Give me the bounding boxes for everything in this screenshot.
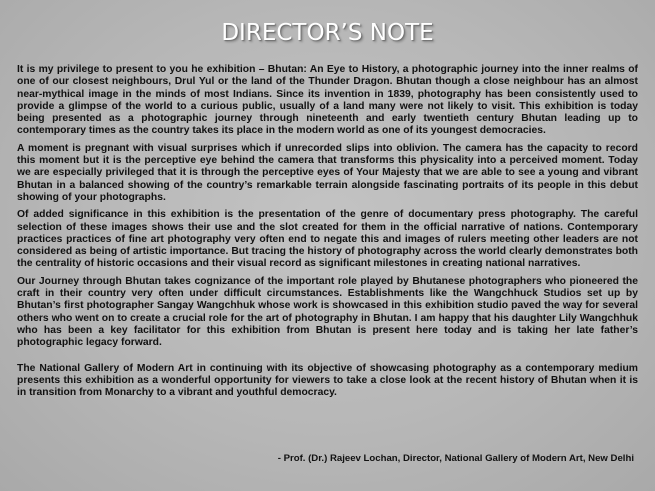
paragraph-press-photography: Of added significance in this exhibition is the presentation of the genre of documentary press photography. The careful selection of these images shows their use and the slot created for them in the official narrative of nations. Contemporary practices practices of fine art photography very often end to negate this and images of rulers meeting other leaders are not considered as being of artistic importance. But tracing the history of photography across the world clearly demonstrates both the centrality of historic occasions and their visual record as significant milestones in creating national narratives. [17, 209, 638, 270]
paragraph-intro: It is my privilege to present to you he exhibition – Bhutan: An Eye to History, a photographic journey into the inner realms of one of our closest neighbours, Drul Yul or the land of the Thunder Dragon. Bhutan though a close neighbour has an almost near-mythical image in the minds of most Indians. Since its invention in 1839, photography has been consistently used to provide a glimpse of the world to a curious public, usually of a land many were not likely to visit. This exhibition is today being presented as a photographic journey through nineteenth and early twentieth century Bhutan leading up to contemporary times as the country takes its place in the modern world as one of its youngest democracies. [17, 64, 638, 137]
paragraph-bhutanese-photographers: Our Journey through Bhutan takes cognizance of the important role played by Bhutanese photographers who pioneered the craft in their country very often under difficult circumstances. Establishments like the Wangchhuck Studios set up by Bhutan’s first photographer Sangay Wangchhuk whose work is showcased in this exhibition studio paved the way for several others who went on to create a crucial role for the art of photography in Bhutan. I am happy that his daughter Lily Wangchhuk who has been a key facilitator for this exhibition from Bhutan is present here today and is taking her late father’s photographic legacy forward. [17, 275, 638, 349]
page-title: DIRECTOR’S NOTE [221, 20, 434, 46]
signature: - Prof. (Dr.) Rajeev Lochan, Director, National Gallery of Modern Art, New Delhi [277, 453, 634, 464]
paragraph-moment: A moment is pregnant with visual surprises which if unrecorded slips into oblivion. The camera has the capacity to record this moment but it is the perceptive eye behind the camera that transforms this physicality into a perceived moment. Today we are especially privileged that it is through the perceptive eyes of Your Majesty that we are able to see a young and vibrant Bhutan in a balanced showing of the country’s remarkable terrain alongside fascinating portraits of its people in this debut showing of your photographs. [17, 142, 638, 203]
paragraph-ngma: The National Gallery of Modern Art in continuing with its objective of showcasing photography as a contemporary medium presents this exhibition as a wonderful opportunity for viewers to take a close look at the recent history of Bhutan when it is in transition from Monarchy to a vibrant and youthful democracy. [17, 362, 638, 399]
note-body [17, 64, 638, 404]
